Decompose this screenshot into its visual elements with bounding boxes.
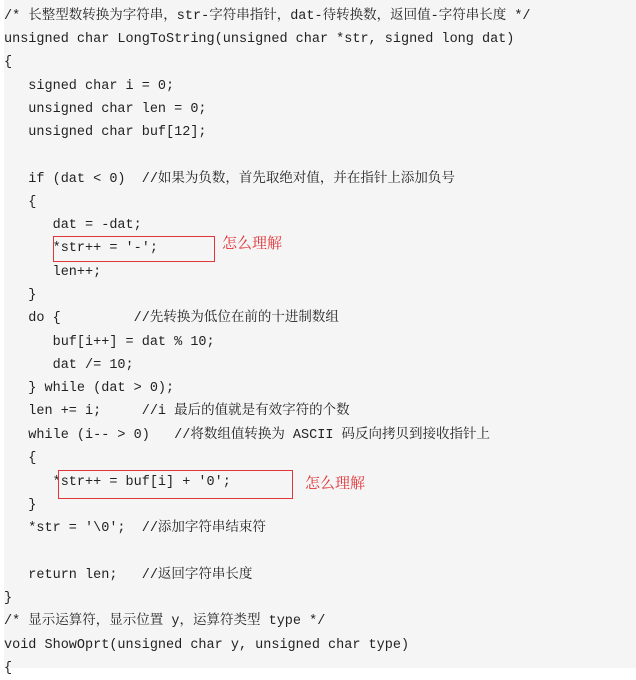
- code-line: unsigned char buf[12];: [4, 125, 207, 140]
- code-line: } while (dat > 0);: [4, 381, 175, 396]
- code-line: /* 显示运算符，显示位置 y，运算符类型 type */: [4, 614, 326, 629]
- code-line: {: [4, 55, 13, 70]
- code-line: dat /= 10;: [4, 358, 134, 373]
- annotation-highlight-box: [53, 236, 215, 262]
- code-line: }: [4, 591, 13, 606]
- code-line: /* 长整型数转换为字符串，str-字符串指针，dat-待转换数，返回值-字符串长度 */: [4, 9, 531, 24]
- code-line: return len; //返回字符串长度: [4, 568, 253, 583]
- annotation-note: 怎么理解: [222, 234, 283, 252]
- code-line: len += i; //i 最后的值就是有效字符的个数: [4, 404, 350, 419]
- code-line: if (dat < 0) //如果为负数，首先取绝对值，并在指针上添加负号: [4, 172, 455, 187]
- code-line: {: [4, 195, 37, 210]
- code-line: *str++ = '-';: [4, 241, 158, 256]
- code-panel: [4, 0, 636, 676]
- code-line: }: [4, 498, 37, 513]
- code-line: buf[i++] = dat % 10;: [4, 335, 215, 350]
- code-line: do { //先转换为低位在前的十进制数组: [4, 311, 339, 326]
- code-line: {: [4, 661, 13, 676]
- code-line: *str++ = buf[i] + '0';: [4, 475, 231, 490]
- code-line: unsigned char len = 0;: [4, 102, 207, 117]
- code-line: len++;: [4, 265, 102, 280]
- code-line: }: [4, 288, 37, 303]
- code-line: void ShowOprt(unsigned char y, unsigned char type): [4, 638, 410, 653]
- code-line: dat = -dat;: [4, 218, 142, 233]
- code-line: while (i-- > 0) //将数组值转换为 ASCII 码反向拷贝到接收指针上: [4, 428, 491, 443]
- code-line: unsigned char LongToString(unsigned char *str, signed long dat): [4, 32, 515, 47]
- code-line: {: [4, 451, 37, 466]
- code-line: signed char i = 0;: [4, 79, 175, 94]
- annotation-note: 怎么理解: [305, 474, 366, 492]
- code-line: *str = '\0'; //添加字符串结束符: [4, 521, 266, 536]
- annotation-highlight-box: [58, 470, 293, 499]
